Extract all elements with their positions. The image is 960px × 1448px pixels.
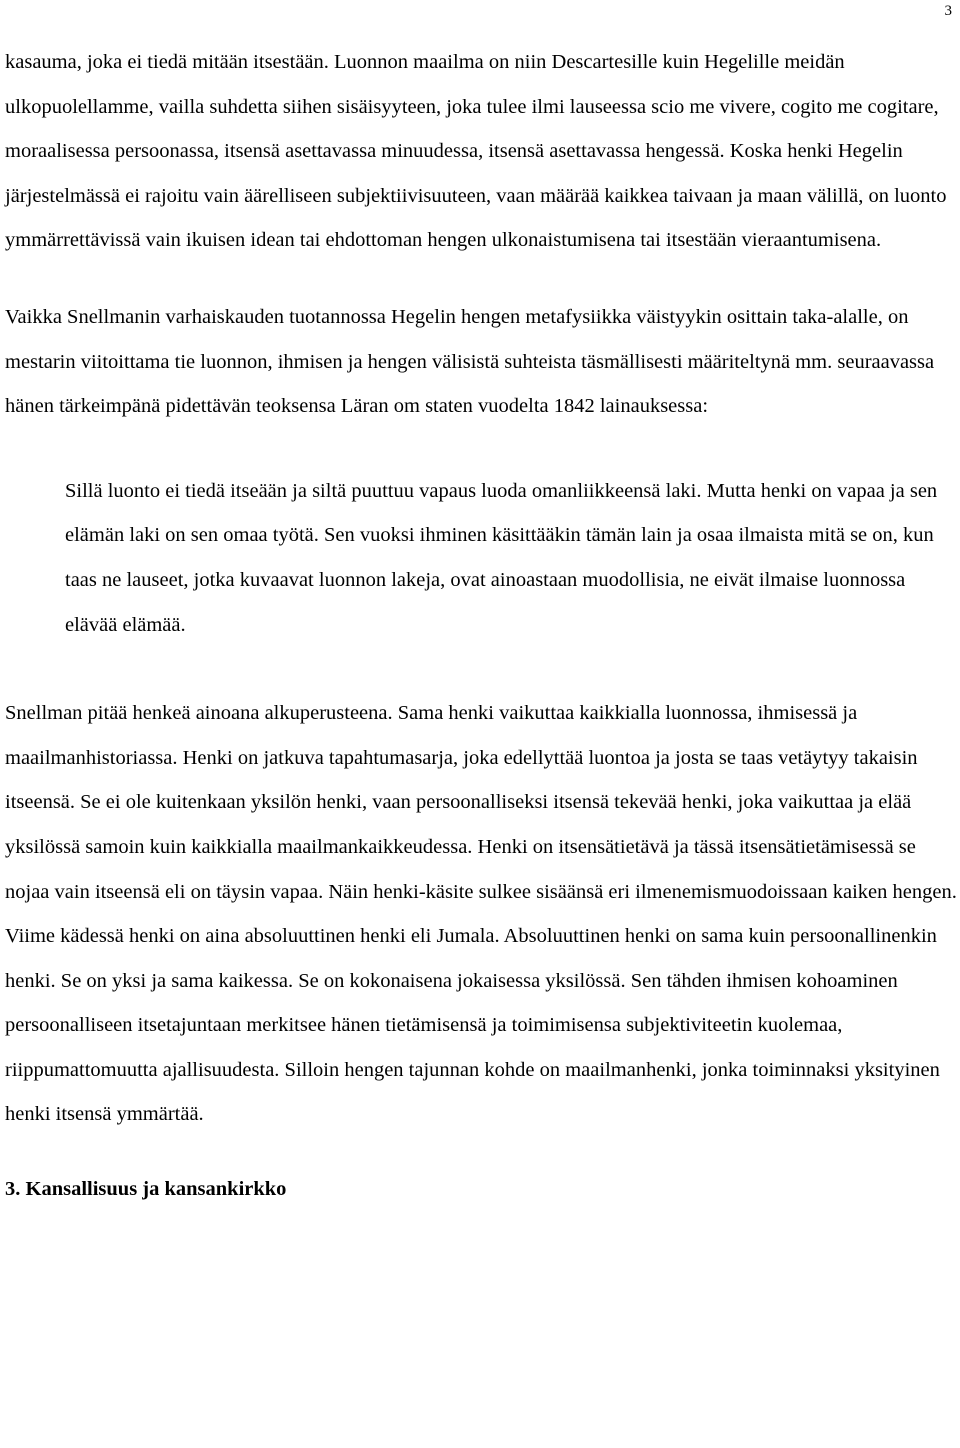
paragraph-3: Snellman pitää henkeä ainoana alkuperusteena. Sama henki vaikuttaa kaikkialla luonnossa, ihmisessä ja maailmanhistoriassa. Henki on jatkuva tapahtumasarja, joka edellyttää luontoa ja josta se taas vetäytyy takaisin itseensä. Se ei ole kuitenkaan yksilön henki, vaan persoonalliseksi itsensä tekevää henki, joka vaikuttaa ja elää yksilössä samoin kuin kaikkialla maailmankaikkeudessa. Henki on itsensätietävä ja tässä itsensätietämisessä se nojaa vain itseensä eli on täysin vapaa. Näin henki-käsite sulkee sisäänsä eri ilmenemismuodoissaan kaiken hengen. Viime kädessä henki on aina absoluuttinen henki eli Jumala. Absoluuttinen henki on sama kuin persoonallinenkin henki. Se on yksi ja sama kaikessa. Se on kokonaisena jokaisessa yksilössä. Sen tähden ihmisen kohoaminen persoonalliseen itsetajuntaan merkitsee hänen tietämisensä ja toimimisensa subjektiviteetin kuolemaa, riippumattomuutta ajallisuudesta. Silloin hengen tajunnan kohde on maailmanhenki, jonka toiminnaksi yksityinen henki itsensä ymmärtää.: [5, 702, 957, 1126]
paragraph-2: Vaikka Snellmanin varhaiskauden tuotannossa Hegelin hengen metafysiikka väistyykin osittain taka-alalle, on mestarin viitoittama tie luonnon, ihmisen ja hengen välisistä suhteista täsmällisesti määriteltynä mm. seuraavassa hänen tärkeimpänä pidettävän teoksensa Läran om staten vuodelta 1842 lainauksessa:: [5, 305, 935, 418]
paragraph-1: kasauma, joka ei tiedä mitään itsestään. Luonnon maailma on niin Descartesille kuin Hegelille meidän ulkopuolellamme, vailla suhdetta siihen sisäisyyteen, joka tulee ilmi lauseessa scio me vivere, cogito me cogitare, moraalisessa persoonassa, itsensä asettavassa minuudessa, itsensä asettavassa hengessä. Koska henki Hegelin järjestelmässä ei rajoitu vain äärelliseen subjektiivisuuteen, vaan määrää kaikkea taivaan ja maan välillä, on luonto ymmärrettävissä vain ikuisen idean tai ehdottoman hengen ulkonaistumisena tai itsestään vieraantumisena.: [5, 51, 947, 252]
document-body: [5, 40, 957, 1211]
block-quote: Sillä luonto ei tiedä itseään ja siltä puuttuu vapaus luoda omanliikkeensä laki. Mutta henki on vapaa ja sen elämän laki on sen omaa työtä. Sen vuoksi ihminen käsittääkin tämän lain ja osaa ilmaista mitä se on, kun taas ne lauseet, jotka kuvaavat luonnon lakeja, ovat ainoastaan muodollisia, ne eivät ilmaise luonnossa elävää elämää.: [65, 479, 938, 636]
page-number: 3: [944, 3, 952, 19]
section-heading: 3. Kansallisuus ja kansankirkko: [5, 1178, 287, 1201]
